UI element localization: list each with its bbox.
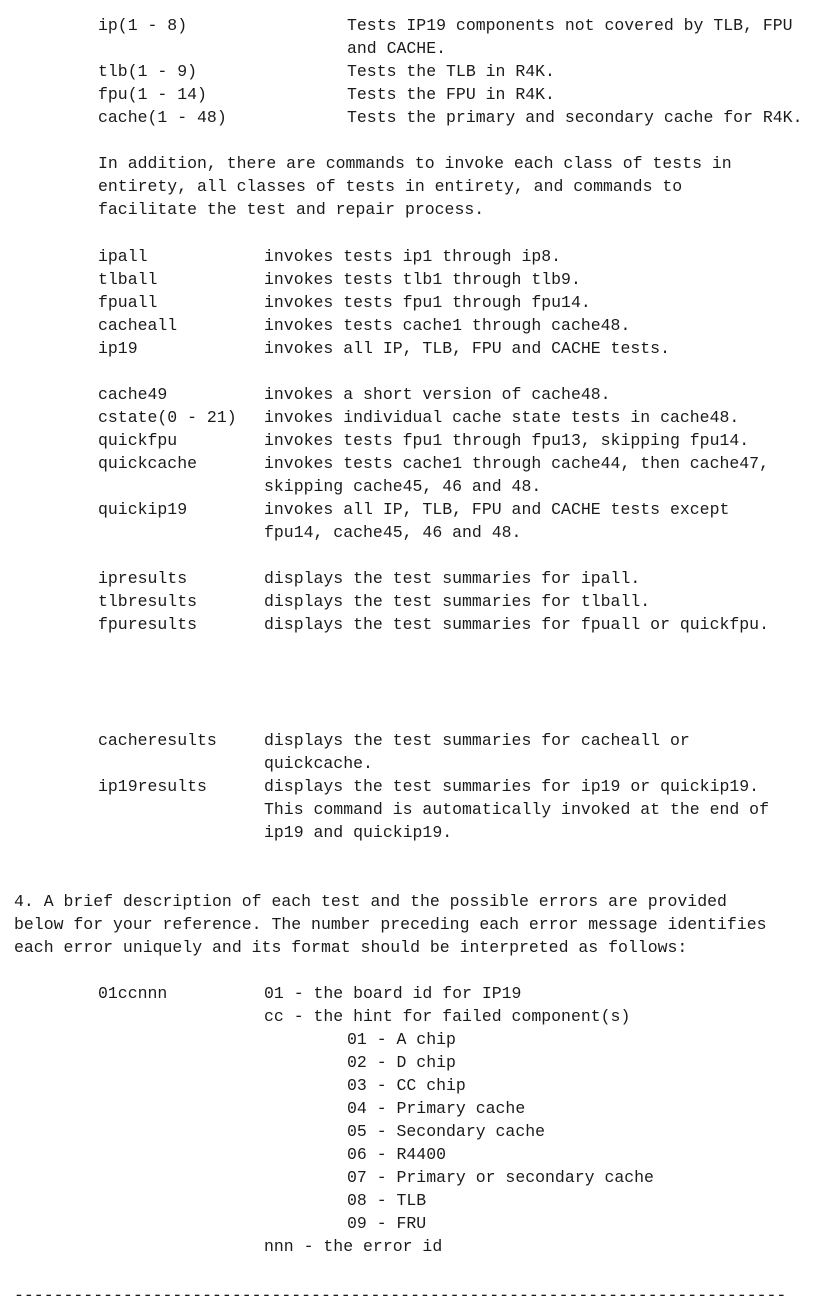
error-hint-item: 02 - D chip [347, 1053, 456, 1072]
command-name: ipresults [98, 569, 188, 588]
command-desc: quickcache. [264, 754, 373, 773]
error-hint-item: 09 - FRU [347, 1214, 427, 1233]
command-desc: skipping cache45, 46 and 48. [264, 477, 542, 496]
command-desc: displays the test summaries for ipall. [264, 569, 641, 588]
error-id-label: nnn - the error id [264, 1237, 443, 1256]
test-group-name: ip(1 - 8) [98, 16, 188, 35]
test-group-desc: Tests IP19 components not covered by TLB, FPU [347, 16, 793, 35]
command-name: tlbresults [98, 592, 198, 611]
test-group-desc: Tests the TLB in R4K. [347, 62, 555, 81]
error-hint-item: 07 - Primary or secondary cache [347, 1168, 654, 1187]
command-name: quickfpu [98, 431, 178, 450]
command-desc: displays the test summaries for tlball. [264, 592, 651, 611]
command-desc: invokes tests fpu1 through fpu14. [264, 293, 591, 312]
command-name: ipall [98, 247, 148, 266]
command-desc: invokes tests fpu1 through fpu13, skipping fpu14. [264, 431, 750, 450]
error-hint-item: 08 - TLB [347, 1191, 427, 1210]
command-desc: fpu14, cache45, 46 and 48. [264, 523, 522, 542]
command-name: tlball [98, 270, 158, 289]
paragraph-line: In addition, there are commands to invoke each class of tests in [98, 154, 732, 173]
error-hint-item: 04 - Primary cache [347, 1099, 526, 1118]
command-name: ip19results [98, 777, 207, 796]
command-name: fpuresults [98, 615, 198, 634]
command-name: quickcache [98, 454, 198, 473]
paragraph-line: facilitate the test and repair process. [98, 200, 485, 219]
command-desc: invokes a short version of cache48. [264, 385, 611, 404]
test-group-name: cache(1 - 48) [98, 108, 227, 127]
error-hint-label: cc - the hint for failed component(s) [264, 1007, 631, 1026]
command-desc: invokes individual cache state tests in cache48. [264, 408, 740, 427]
command-desc: ip19 and quickip19. [264, 823, 453, 842]
command-desc: invokes tests cache1 through cache48. [264, 316, 631, 335]
command-name: cacheresults [98, 731, 217, 750]
command-desc: This command is automatically invoked at the end of [264, 800, 769, 819]
command-name: ip19 [98, 339, 138, 358]
paragraph-line: each error uniquely and its format should be interpreted as follows: [14, 938, 688, 957]
command-name: quickip19 [98, 500, 188, 519]
command-name: cache49 [98, 385, 168, 404]
paragraph-line: below for your reference. The number preceding each error message identifies [14, 915, 767, 934]
error-code-format: 01ccnnn [98, 984, 168, 1003]
error-board-id: 01 - the board id for IP19 [264, 984, 522, 1003]
test-group-desc: and CACHE. [347, 39, 447, 58]
command-desc: invokes tests tlb1 through tlb9. [264, 270, 581, 289]
error-hint-item: 05 - Secondary cache [347, 1122, 546, 1141]
command-desc: invokes tests ip1 through ip8. [264, 247, 562, 266]
test-group-desc: Tests the primary and secondary cache for R4K. [347, 108, 803, 127]
command-desc: displays the test summaries for ip19 or quickip19. [264, 777, 760, 796]
command-desc: displays the test summaries for cacheall or [264, 731, 690, 750]
test-group-name: fpu(1 - 14) [98, 85, 207, 104]
paragraph-line: entirety, all classes of tests in entirety, and commands to [98, 177, 683, 196]
dashed-divider: ------------------------------------------------------------------------------ [14, 1286, 787, 1305]
command-name: fpuall [98, 293, 158, 312]
command-desc: invokes tests cache1 through cache44, then cache47, [264, 454, 769, 473]
error-hint-item: 01 - A chip [347, 1030, 456, 1049]
command-desc: invokes all IP, TLB, FPU and CACHE tests except [264, 500, 730, 519]
error-hint-item: 06 - R4400 [347, 1145, 447, 1164]
command-desc: invokes all IP, TLB, FPU and CACHE tests. [264, 339, 670, 358]
test-group-desc: Tests the FPU in R4K. [347, 85, 555, 104]
command-name: cstate(0 - 21) [98, 408, 237, 427]
test-group-name: tlb(1 - 9) [98, 62, 198, 81]
error-hint-item: 03 - CC chip [347, 1076, 466, 1095]
paragraph-line: 4. A brief description of each test and the possible errors are provided [14, 892, 727, 911]
command-name: cacheall [98, 316, 178, 335]
command-desc: displays the test summaries for fpuall or quickfpu. [264, 615, 769, 634]
